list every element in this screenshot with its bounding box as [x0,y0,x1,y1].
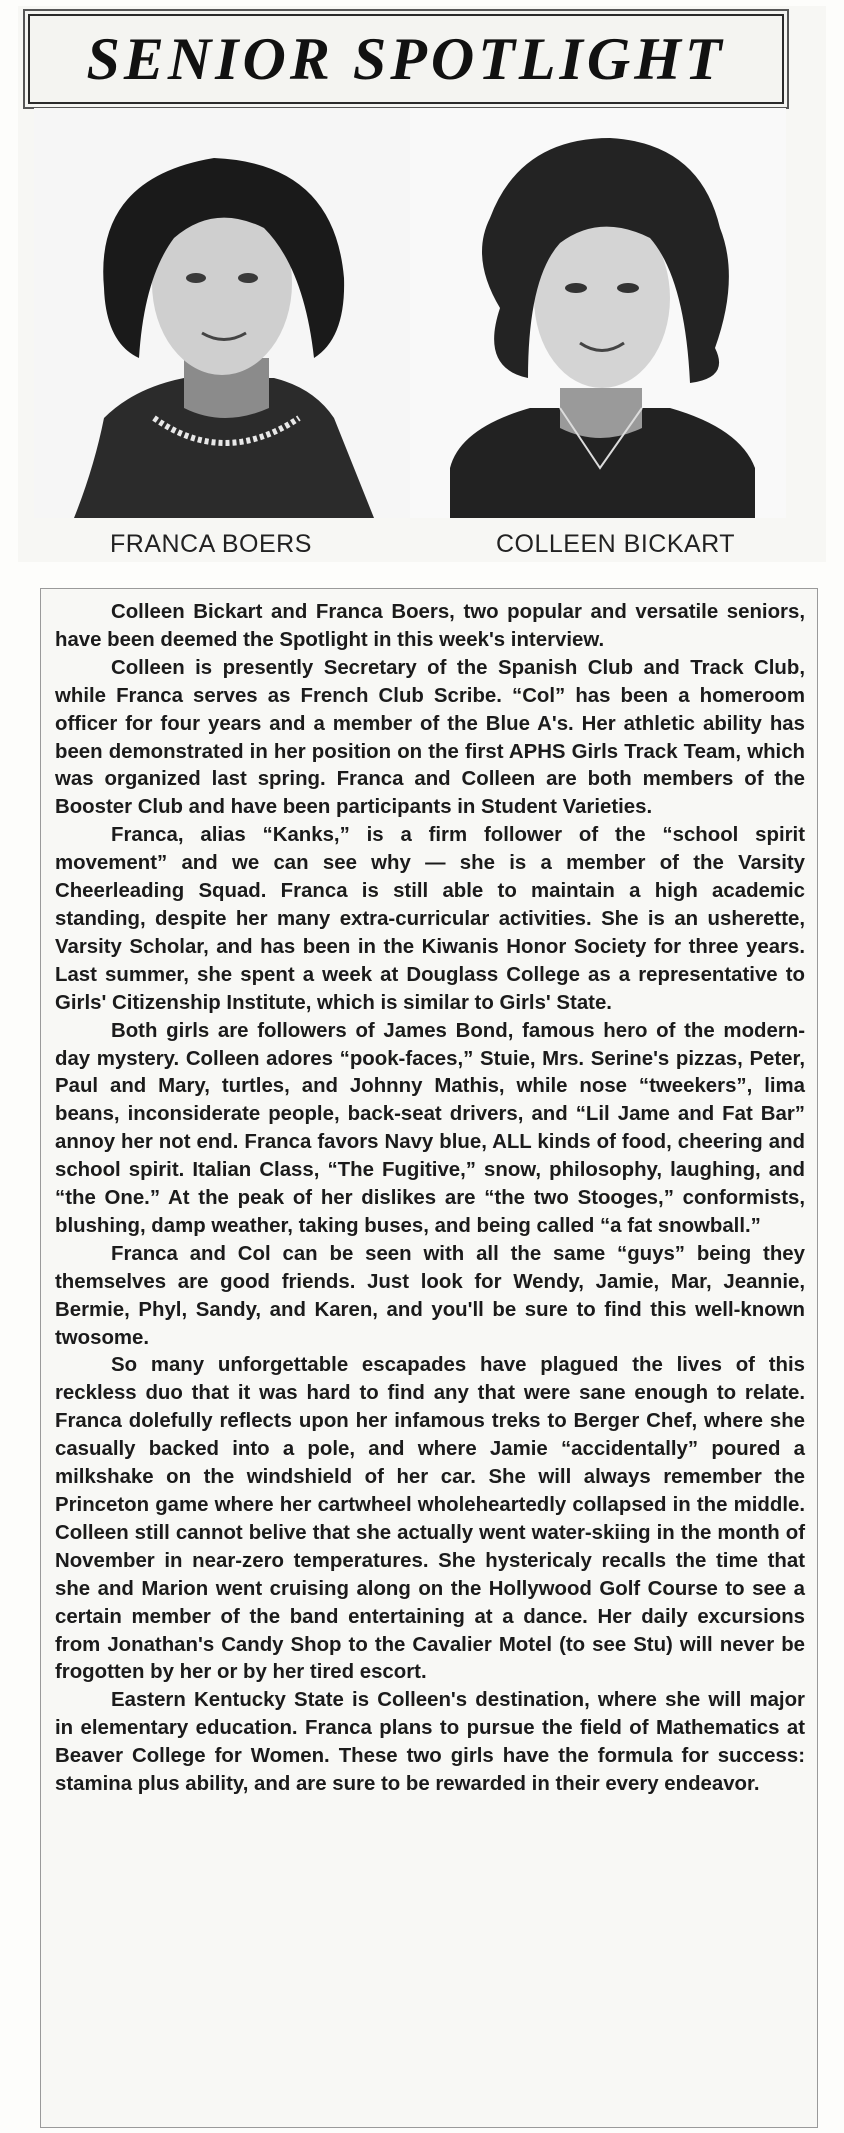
article-paragraph: Both girls are followers of James Bond, famous hero of the modern-day mystery. Colleen adores “pook-faces,” Stuie, Mrs. Serine's pizzas, Peter, Paul and Mary, turtles, and Johnny Mathis, while nose “tweekers”, lima beans, inconsiderate people, back-seat drivers, and “Lil Jame and Fat Bar” annoy her not end. Franca favors Navy blue, ALL kinds of food, cheering and school spirit. Italian Class, “The Fugitive,” snow, philosophy, laughing, and “the One.” At the peak of her dislikes are “the two Stooges,” conformists, blushing, damp weather, taking buses, and being called “a fat snowball.” [55,1019,805,1237]
article-paragraph: Eastern Kentucky State is Colleen's destination, where she will major in elementary education. Franca plans to pursue the field of Mathematics at Beaver College for Women. These two girls have the formula for success: stamina plus ability, and are sure to be rewarded in their every endeavor. [55,1689,805,1796]
photo-panel [34,108,786,518]
portrait-franca-boers [34,108,411,518]
article-paragraph: Franca, alias “Kanks,” is a firm follower of the “school spirit movement” and we can see why — she is a member of the Varsity Cheerleading Squad. Franca is still able to maintain a high academic standing, despite her many extra-curricular activities. She is an usherette, Varsity Scholar, and has been in the Kiwanis Honor Society for three years. Last summer, she spent a week at Douglass College as a representative to Girls' Citizenship Institute, which is similar to Girls' State. [55,824,805,1014]
article-paragraph: So many unforgettable escapades have plagued the lives of this reckless duo that it was hard to find any that were sane enough to relate. Franca dolefully reflects upon her infamous treks to Berger Chef, where she casually backed into a pole, and where Jamie “accidentally” poured a milkshake on the windshield of her car. She will always remember the Princeton game where her cartwheel wholeheartedly collapsed in the middle. Colleen still cannot belive that she actually went water-skiing in the month of November in near-zero temperatures. She hystericaly recalls the time that she and Marion went cruising along on the Hollywood Golf Course to see a certain member of the band entertaining at a dance. Her daily excursions from Jonathan's Candy Shop to the Cavalier Motel (to see Stu) will never be frogotten by her or by her tired escort. [55,1354,805,1684]
caption-franca-boers: FRANCA BOERS [110,530,312,558]
headline: SENIOR SPOTLIGHT [86,26,726,92]
article-paragraph: Colleen Bickart and Franca Boers, two popular and versatile seniors, have been deemed the Spotlight in this week's interview. [55,601,805,651]
headline-banner [28,14,784,104]
article-body [55,599,805,1799]
portrait-colleen-bickart [410,108,786,518]
portrait-franca-image [34,108,410,518]
article-paragraph: Colleen is presently Secretary of the Spanish Club and Track Club, while Franca serves as French Club Scribe. “Col” has been a homeroom officer for four years and a member of the Blue A's. Her athletic ability has been demonstrated in her position on the first APHS Girls Track Team, which was organized last spring. Franca and Colleen are both members of the Booster Club and have been participants in Student Varieties. [55,656,805,819]
portrait-colleen-image [410,108,786,518]
article-clipping [40,588,818,2128]
caption-colleen-bickart: COLLEEN BICKART [496,530,736,558]
article-paragraph: Franca and Col can be seen with all the same “guys” being they themselves are good friends. Just look for Wendy, Jamie, Mar, Jeannie, Bermie, Phyl, Sandy, and Karen, and you'll be sure to find this well-known twosome. [55,1242,805,1349]
